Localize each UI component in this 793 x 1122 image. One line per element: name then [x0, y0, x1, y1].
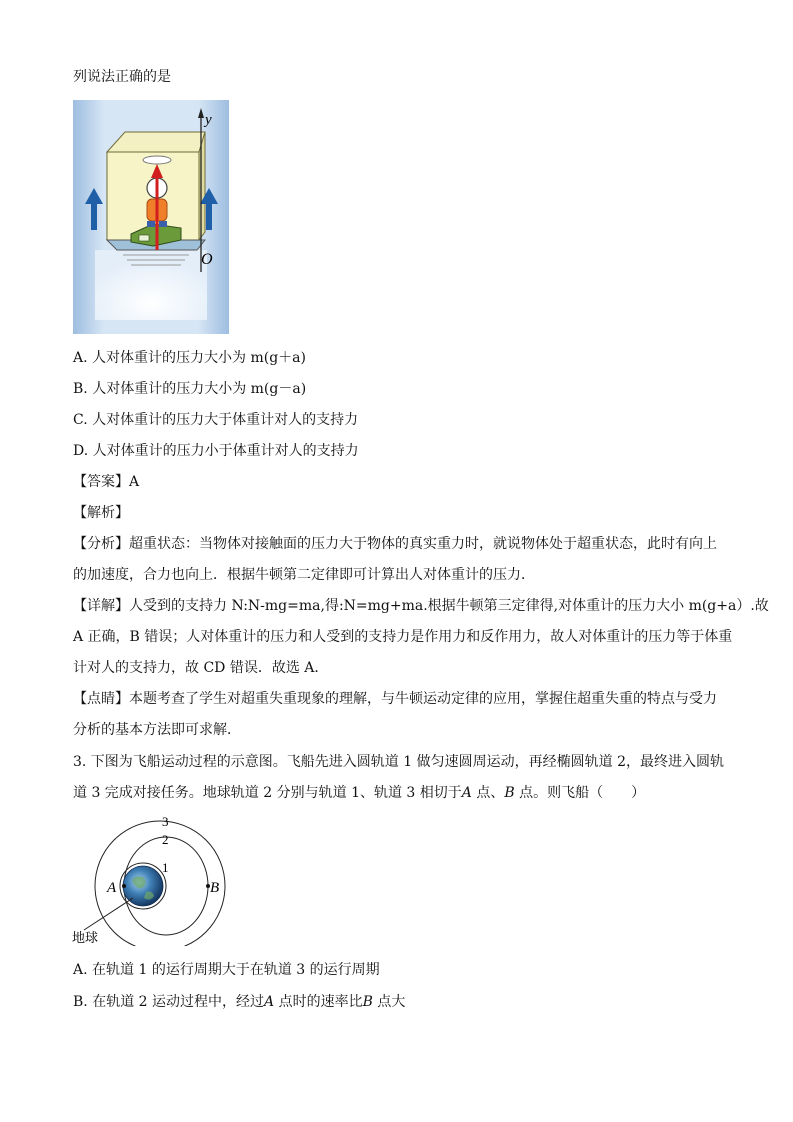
- q3-stem-line-1: 3. 下图为飞船运动过程的示意图。飞船先进入圆轨道 1 做匀速圆周运动，再经椭圆轨道 2，最终进入圆轨: [73, 754, 724, 770]
- option-a: A. 人对体重计的压力大小为 m(g＋a): [73, 350, 306, 366]
- label-earth: 地球: [72, 931, 99, 946]
- xiangjie-line-2: A 正确，B 错误；人对体重计的压力和人受到的支持力是作用力和反作用力，故人对体重计的压力等于体重: [73, 629, 733, 645]
- answer-line: 【答案】A: [73, 474, 140, 490]
- option-c: C. 人对体重计的压力大于体重计对人的支持力: [73, 412, 359, 428]
- label-orbit-2: 2: [162, 832, 169, 847]
- label-orbit-3: 3: [162, 814, 169, 829]
- option-b: B. 人对体重计的压力大小为 m(g－a): [73, 381, 307, 397]
- origin-label: O: [201, 251, 213, 268]
- cabin-ceiling: [107, 132, 205, 152]
- option-d: D. 人对体重计的压力小于体重计对人的支持力: [73, 443, 359, 459]
- dianjing-line-2: 分析的基本方法即可求解．: [73, 722, 241, 738]
- dianjing-line-1: 【点睛】本题考查了学生对超重失重现象的理解，与牛顿运动定律的应用，掌握住超重失重的特点与受力: [73, 691, 717, 707]
- accel-arrow-right: [206, 204, 212, 230]
- ceiling-light: [143, 156, 171, 164]
- label-orbit-1: 1: [162, 860, 169, 875]
- scale-display: [139, 235, 149, 241]
- intro-tail: 列说法正确的是: [73, 69, 171, 85]
- q3-option-b: B. 在轨道 2 运动过程中，经过A 点时的速率比B 点大: [73, 994, 406, 1010]
- orbit-figure: [70, 814, 230, 946]
- analysis-tag: 【解析】: [73, 505, 129, 521]
- label-point-b: B: [210, 880, 220, 896]
- xiangjie-line-3: 计对人的支持力，故 CD 错误．故选 A．: [73, 660, 329, 676]
- elevator-figure: [73, 100, 229, 334]
- q3-stem-line-2: 道 3 完成对接任务。地球轨道 2 分别与轨道 1、轨道 3 相切于A 点、B 点。则飞船（ ）: [73, 785, 646, 801]
- point-a-marker: [122, 884, 126, 888]
- q3-option-a: A. 在轨道 1 的运行周期大于在轨道 3 的运行周期: [73, 962, 380, 978]
- xiangjie-line-1: 【详解】人受到的支持力 N:N-mg=ma,得:N=mg+ma.根据牛顿第三定律得,对体重计的压力大小 m(g+a）.故: [73, 598, 769, 614]
- label-point-a: A: [107, 880, 117, 896]
- accel-arrow-left: [91, 204, 97, 230]
- fenxi-line-1: 【分析】超重状态：当物体对接触面的压力大于物体的真实重力时，就说物体处于超重状态，此时有向上: [73, 536, 717, 552]
- axis-y-label: y: [205, 112, 212, 128]
- person-leg: [159, 221, 167, 227]
- cabin-side: [199, 132, 205, 240]
- person-leg: [147, 221, 155, 227]
- fenxi-line-2: 的加速度，合力也向上．根据牛顿第二定律即可计算出人对体重计的压力．: [73, 567, 535, 583]
